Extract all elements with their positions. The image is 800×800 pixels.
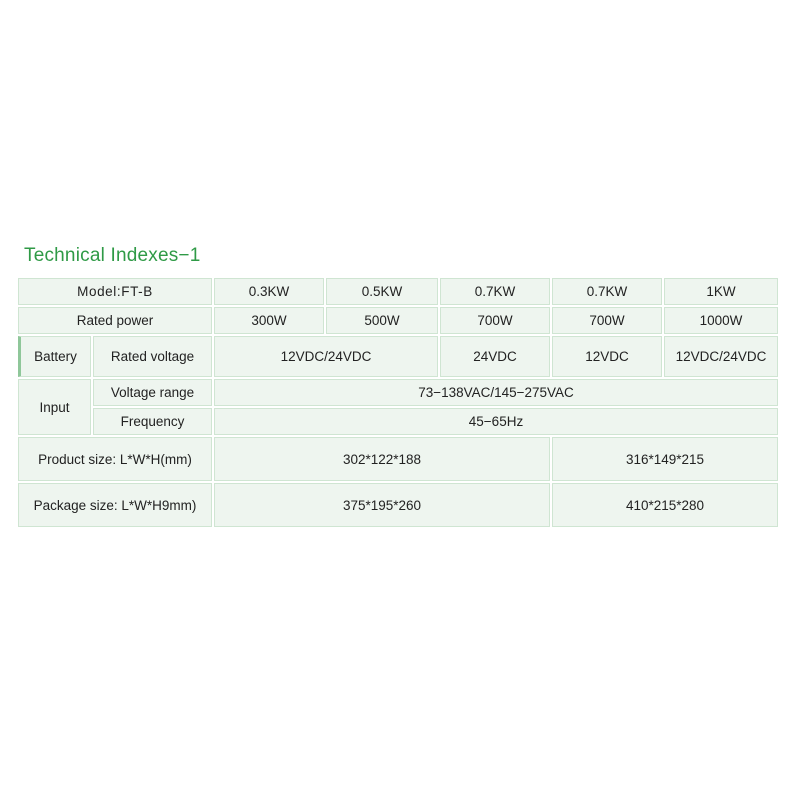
voltage-range-label: Voltage range [93,379,212,406]
frequency-cell: 45−65Hz [214,408,778,435]
rated-power-cell: 500W [326,307,438,334]
input-group-label: Input [18,379,91,435]
table-row-battery [18,336,778,377]
model-cell: 1KW [664,278,778,305]
rated-voltage-cell: 24VDC [440,336,550,377]
model-label: Model:FT-B [18,278,212,305]
rated-power-cell: 300W [214,307,324,334]
model-cell: 0.7KW [552,278,662,305]
rated-voltage-cell: 12VDC/24VDC [664,336,778,377]
package-size-cell: 375*195*260 [214,483,550,527]
rated-power-label: Rated power [18,307,212,334]
model-cell: 0.5KW [326,278,438,305]
spec-table [16,276,780,529]
package-size-cell: 410*215*280 [552,483,778,527]
product-size-cell: 302*122*188 [214,437,550,481]
product-size-label: Product size: L*W*H(mm) [18,437,212,481]
table-row-frequency [18,408,778,435]
rated-power-cell: 1000W [664,307,778,334]
rated-voltage-label: Rated voltage [93,336,212,377]
table-row-package-size [18,483,778,527]
model-cell: 0.7KW [440,278,550,305]
page-title: Technical Indexes−1 [24,245,201,266]
table-row-product-size [18,437,778,481]
product-size-cell: 316*149*215 [552,437,778,481]
table-row-voltage-range [18,379,778,406]
table-row-rated-power [18,307,778,334]
rated-voltage-cell: 12VDC [552,336,662,377]
table-row-model [18,278,778,305]
voltage-range-cell: 73−138VAC/145−275VAC [214,379,778,406]
model-cell: 0.3KW [214,278,324,305]
rated-power-cell: 700W [440,307,550,334]
rated-power-cell: 700W [552,307,662,334]
frequency-label: Frequency [93,408,212,435]
battery-group-label: Battery [18,336,91,377]
package-size-label: Package size: L*W*H9mm) [18,483,212,527]
rated-voltage-cell: 12VDC/24VDC [214,336,438,377]
